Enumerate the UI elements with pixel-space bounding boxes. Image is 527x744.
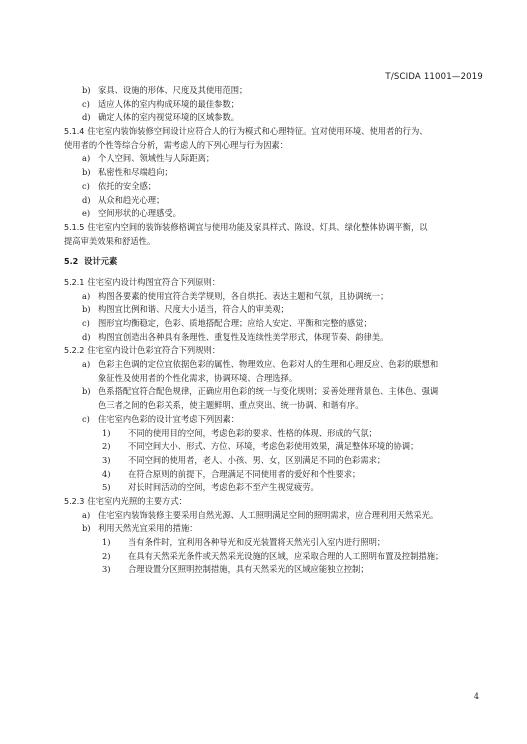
- sub-list-item: [64, 440, 474, 454]
- list-marker: 3): [102, 564, 111, 575]
- list-text: 合理设置分区照明控制措施，具有天然采光的区域应能独立控制；: [128, 564, 369, 575]
- sub-list-item: [64, 481, 474, 495]
- list-marker: b): [82, 85, 91, 95]
- list-marker: d): [82, 331, 91, 342]
- list-text: 构图各要素的使用宜符合美学规则，各自烘托、表达主题和气氛，且协调统一；: [98, 290, 389, 301]
- list-item: [64, 84, 474, 98]
- clause-text: 住宅室内空间的装饰装修格调宜与使用功能及家具样式、陈设、灯具、绿化整体协调平衡，以: [87, 221, 428, 232]
- list-marker: a): [82, 509, 91, 520]
- list-text: 私密性和尽端趋向；: [98, 167, 173, 178]
- page-number: 4: [473, 692, 479, 701]
- list-text: 住宅室内装饰装修主要采用自然光源、人工照明满足空间的照明需求，应合理利用天然采光。: [98, 509, 439, 520]
- sub-list-item: [64, 563, 474, 577]
- list-item: [64, 290, 474, 304]
- list-marker: c): [82, 98, 90, 109]
- list-item: [64, 166, 474, 180]
- list-text: 在具有天然采光条件或天然采光设施的区域，应采取合理的人工照明布置及控制措施；: [128, 550, 444, 561]
- list-item: [64, 180, 474, 194]
- clause-5-2-2: [64, 344, 474, 358]
- clause-5-1-4: [64, 125, 474, 139]
- list-marker: e): [82, 208, 91, 219]
- list-marker: c): [82, 180, 90, 191]
- list-item-continuation: 色三者之间的色彩关系，使主题鲜明、重点突出、统一协调、和谐有序。: [98, 400, 364, 411]
- list-marker: 2): [102, 441, 111, 452]
- list-text: 不同空间的使用者，老人、小孩、男、女，区别满足不同的色彩需求；: [128, 454, 386, 465]
- list-marker: d): [82, 112, 91, 123]
- list-item: [64, 358, 474, 372]
- document-body: [64, 84, 474, 577]
- list-text: 在符合原则的前提下，合理满足不同使用者的爱好和个性要求；: [128, 468, 361, 479]
- list-marker: a): [82, 290, 91, 301]
- clause-text: 住宅室内设计色彩宜符合下列规则：: [87, 345, 221, 356]
- clause-continuation: 使用者的个性等综合分析，需考虑人的下列心理与行为因素：: [64, 139, 289, 150]
- list-text: 构图宜创造出各种具有条理性、重复性及连续性美学形式，体现节奏、韵律美。: [98, 331, 389, 342]
- list-item: [64, 207, 474, 221]
- list-text: 不同空间大小、形式、方位、环境，考虑色彩使用效果，满足整体环境的协调；: [128, 441, 419, 452]
- sub-list-item: [64, 550, 474, 564]
- list-text: 住宅室内色彩的设计宜考虑下列因素：: [98, 413, 240, 424]
- clause-text: 住宅室内设计构图宜符合下列原则：: [87, 276, 221, 287]
- clause-number: 5.1.4: [64, 127, 85, 137]
- list-marker: b): [82, 386, 91, 397]
- list-text: 色系搭配宜符合配色规律，正确应用色彩的统一与变化规则；妥善处理背景色、主体色、强调: [98, 386, 439, 397]
- list-text: 个人空间、领域性与人际距离；: [98, 153, 215, 164]
- sub-list-item: [64, 427, 474, 441]
- list-text: 适应人体的室内构成环境的最佳参数；: [98, 98, 240, 109]
- list-item: [64, 385, 474, 399]
- clause-text: 住宅室内光照的主要方式：: [87, 495, 187, 506]
- list-item: [64, 317, 474, 331]
- list-marker: b): [82, 304, 91, 315]
- sub-list-item: [64, 536, 474, 550]
- list-item: [64, 98, 474, 112]
- sub-list-item: [64, 454, 474, 468]
- list-text: 构图宜比例和谐、尺度大小适当，符合人的审美观；: [98, 304, 289, 315]
- clause-5-1-5: [64, 221, 474, 235]
- list-text: 对长时间活动的空间，考虑色彩不至产生视觉疲劳。: [128, 482, 319, 493]
- clause-number: 5.1.5: [64, 222, 85, 232]
- list-marker: 1): [102, 427, 111, 438]
- section-title: 设计元素: [84, 256, 118, 267]
- list-marker: c): [82, 413, 90, 424]
- clause-text: 住宅室内装饰装修空间设计应符合人的行为模式和心理特征。宜对使用环境、使用者的行为、: [87, 126, 428, 137]
- list-text: 当有条件时，宜利用各种导光和反光装置将天然光引入室内进行照明；: [128, 537, 386, 547]
- clause-5-2-1: [64, 276, 474, 290]
- clause-number: 5.2.2: [64, 346, 85, 356]
- list-marker: c): [82, 318, 90, 328]
- list-marker: a): [82, 153, 91, 164]
- list-item: [64, 152, 474, 166]
- list-marker: 1): [102, 537, 111, 547]
- clause-continuation: 提高审美效果和舒适性。: [64, 235, 156, 246]
- list-text: 色彩主色调的定位宜依据色彩的属性、物理效应、色彩对人的生理和心理反应、色彩的联想和: [98, 359, 439, 370]
- list-marker: a): [82, 359, 91, 370]
- list-marker: 5): [102, 482, 111, 493]
- document-code: T/SCIDA 11001—2019: [385, 72, 483, 82]
- clause-number: 5.2.1: [64, 277, 85, 287]
- list-item: [64, 194, 474, 208]
- section-number: 5.2: [64, 257, 79, 267]
- list-marker: b): [82, 523, 91, 534]
- list-marker: 2): [102, 550, 111, 561]
- list-item: [64, 509, 474, 523]
- list-text: 空间形状的心理感受。: [98, 208, 181, 219]
- list-text: 图形宜均衡稳定，色彩、质地搭配合理；应给人安定、平衡和完整的感觉；: [98, 318, 372, 328]
- list-item: [64, 522, 474, 536]
- clause-number: 5.2.3: [64, 496, 85, 506]
- list-text: 家具、设施的形体、尺度及其使用范围；: [98, 85, 248, 95]
- list-item: [64, 111, 474, 125]
- list-item-continuation: 象征性及使用者的个性化需求，协调环境、合理选择。: [98, 372, 298, 383]
- list-text: 从众和趋光心理；: [98, 194, 165, 205]
- list-text: 不同的使用目的空间，考虑色彩的要求、性格的体现、形成的气氛；: [128, 427, 377, 438]
- list-marker: d): [82, 194, 91, 205]
- list-item: [64, 413, 474, 427]
- clause-5-2-3: [64, 495, 474, 509]
- list-item: [64, 303, 474, 317]
- list-marker: 4): [102, 468, 111, 479]
- sub-list-item: [64, 468, 474, 482]
- list-item: [64, 331, 474, 345]
- section-heading: [64, 255, 474, 269]
- list-marker: 3): [102, 454, 111, 465]
- list-text: 依托的安全感；: [98, 180, 157, 191]
- list-text: 确定人体的室内视觉环境的区域参数。: [98, 112, 240, 123]
- list-marker: b): [82, 167, 91, 178]
- list-text: 利用天然光宜采用的措施：: [98, 523, 198, 534]
